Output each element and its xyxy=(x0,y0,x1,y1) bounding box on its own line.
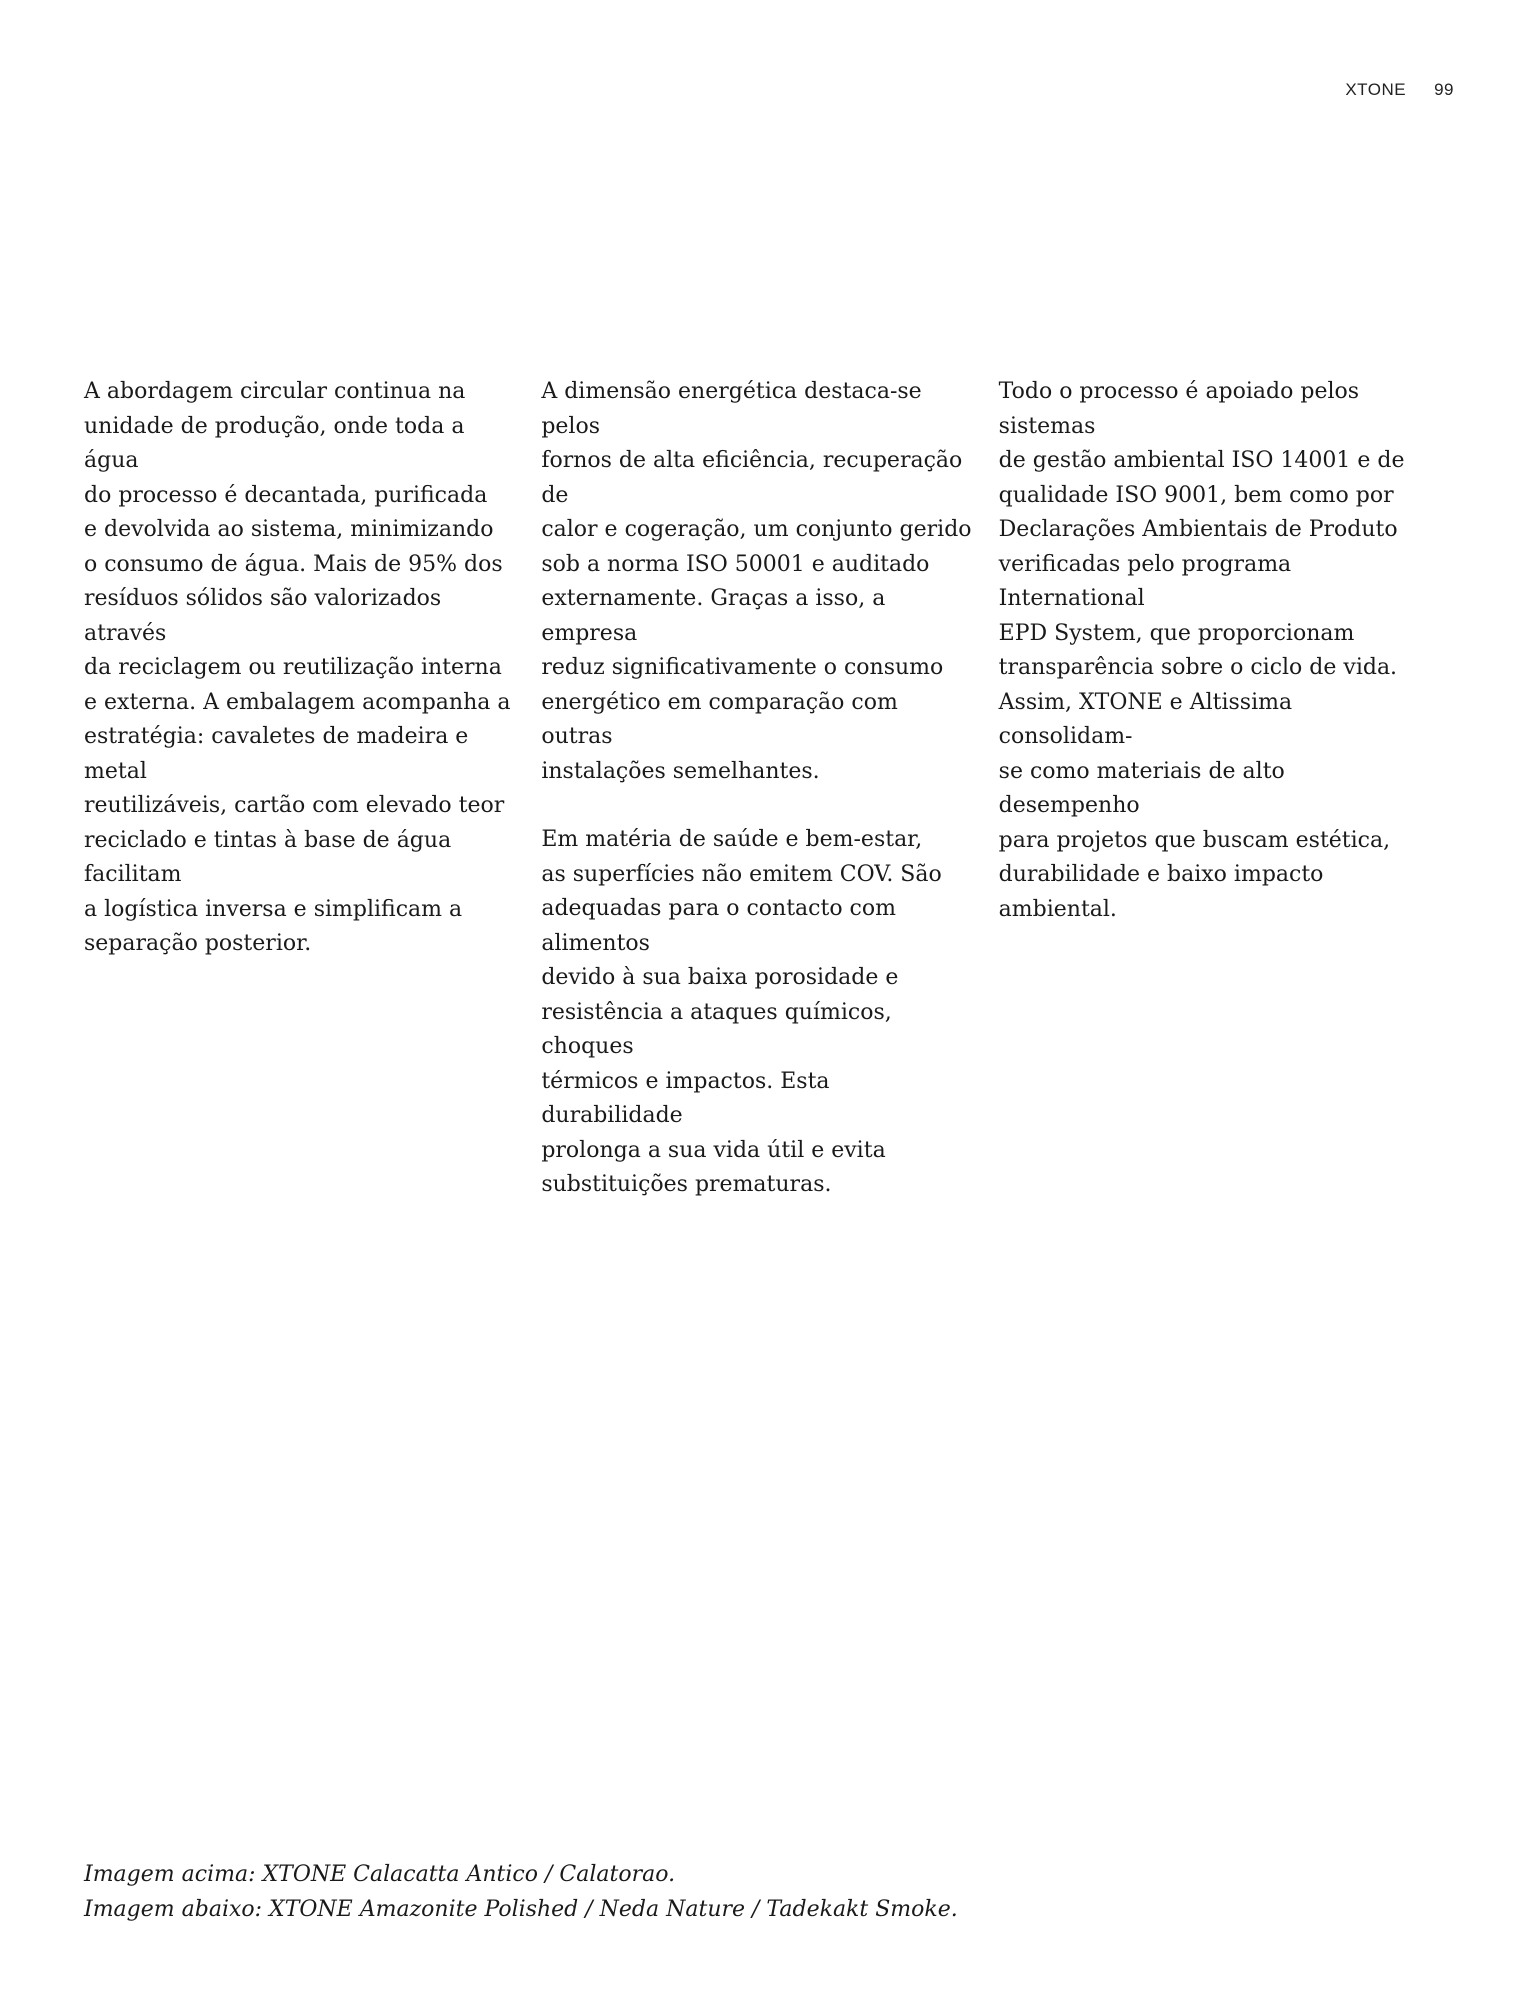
body-columns xyxy=(84,375,1456,1237)
paragraph: A dimensão energética destaca-se pelos fornos de alta eficiência, recuperação de calor e cogeração, um conjunto gerido sob a norma ISO 50001 e auditado externamente. Graças a isso, a empresa reduz significativamente o consumo energético em comparação com outras instalações semelhantes. xyxy=(541,379,972,784)
caption-line-above: Imagem acima: XTONE Calacatta Antico / Calatorao. xyxy=(84,1862,676,1887)
image-caption xyxy=(84,1857,958,1927)
paragraph: A abordagem circular continua na unidade de produção, onde toda a água do processo é decantada, purificada e devolvida ao sistema, minimizando o consumo de água. Mais de 95% dos resíduos sólidos são valorizados através da reciclagem ou reutilização interna e externa. A embalagem acompanha a estratégia: cavaletes de madeira e metal reutilizáveis, cartão com elevado teor reciclado e tintas à base de água facilitam a logística inversa e simplificam a separação posterior. xyxy=(84,379,511,956)
column-2 xyxy=(541,375,998,1237)
page-header xyxy=(1345,80,1454,100)
column-3 xyxy=(999,375,1456,1237)
caption-line-below: Imagem abaixo: XTONE Amazonite Polished / Neda Nature / Tadekakt Smoke. xyxy=(84,1897,958,1922)
column-1 xyxy=(84,375,541,1237)
page-number: 99 xyxy=(1434,80,1454,99)
paragraph: Em matéria de saúde e bem-estar, as superfícies não emitem COV. São adequadas para o contacto com alimentos devido à sua baixa porosidade e resistência a ataques químicos, choques térmicos e impactos. Esta durabilidade prolonga a sua vida útil e evita substituições prematuras. xyxy=(541,827,942,1197)
brand-name: XTONE xyxy=(1345,80,1407,99)
paragraph: Todo o processo é apoiado pelos sistemas de gestão ambiental ISO 14001 e de qualidade ISO 9001, bem como por Declarações Ambientais de Produto verificadas pelo programa International EPD System, que proporcionam transparência sobre o ciclo de vida. Assim, XTONE e Altissima consolidam- se como materiais de alto desempenho para projetos que buscam estética, durabilidade e baixo impacto ambiental. xyxy=(998,379,1405,922)
